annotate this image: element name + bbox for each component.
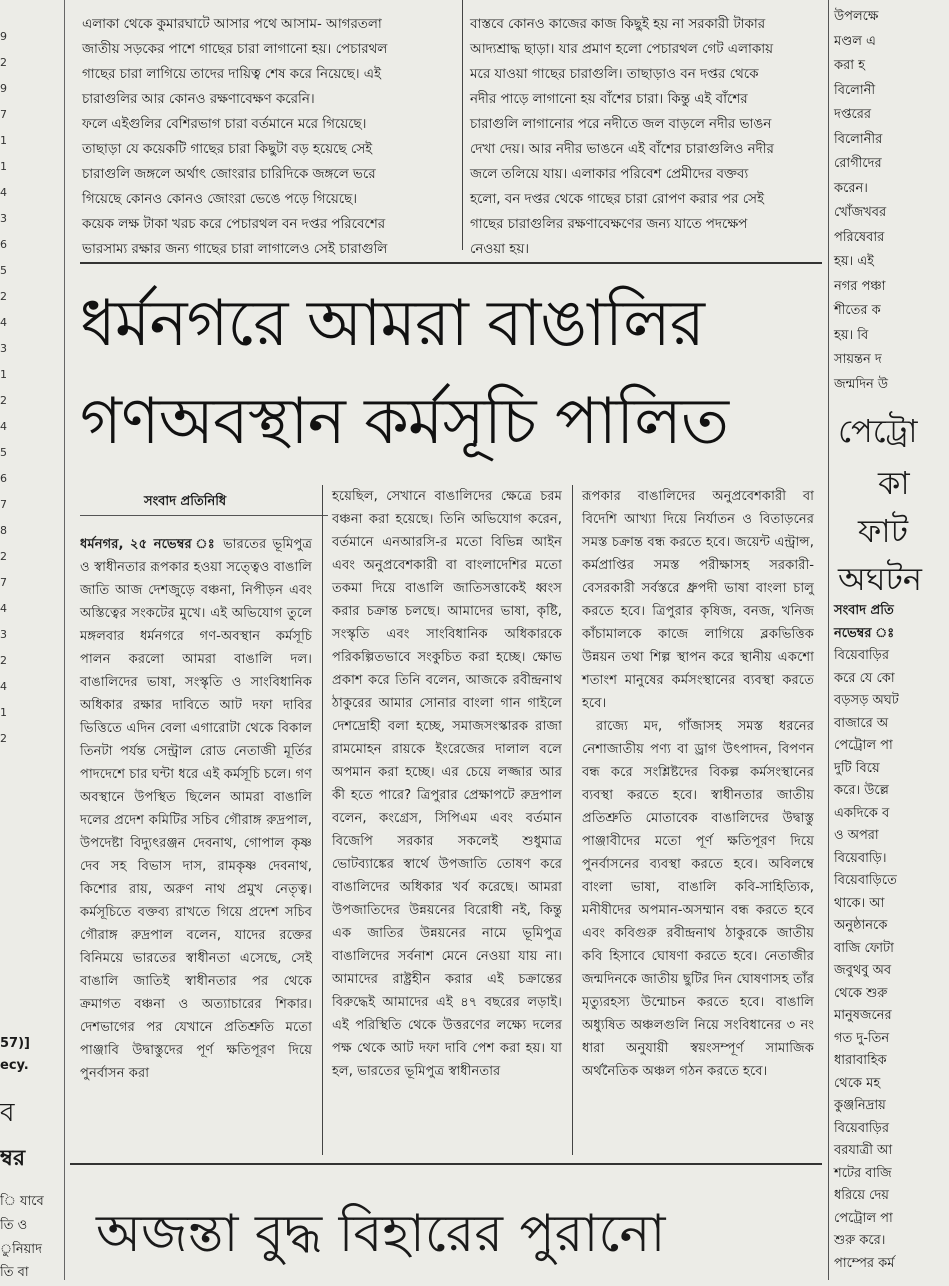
left-edge-number: 2 xyxy=(0,654,7,667)
right-edge-line: দপ্তরের xyxy=(834,107,872,122)
right-edge-line: জবুথবু অব xyxy=(834,963,892,978)
left-edge-number: 9 xyxy=(0,30,7,43)
right-edge-line: বাজারে অ xyxy=(834,715,889,731)
top-left-line-5: ফলে এইগুলির বেশিরভাগ চারা বর্তমানে মরে গিয়েছে। xyxy=(82,117,367,132)
right-edge-line: খোঁজখবর xyxy=(834,205,887,220)
column-divider-2 xyxy=(572,485,573,1155)
left-edge-number: 1 xyxy=(0,134,7,147)
right-edge-line: মণ্ডল এ xyxy=(834,33,876,49)
right-edge-line: ও অপরা xyxy=(834,828,879,843)
left-edge-number: 9 xyxy=(0,82,7,95)
top-left-line-1: এলাকা থেকে কুমারঘাটে আসার পথে আসাম- আগরতলা xyxy=(82,17,382,32)
right-edge-line: পেট্রোল পা xyxy=(834,1210,893,1226)
right-edge-line: পরিষেবার xyxy=(834,229,885,245)
top-left-line-9: কয়েক লক্ষ টাকা খরচ করে পেচারথল বন দপ্তর পরিবেশের xyxy=(82,217,386,232)
article-column-3 xyxy=(582,485,814,1083)
right-edge-line: উপলক্ষে xyxy=(834,9,879,24)
top-right-article xyxy=(470,12,822,262)
left-edge-number: 1 xyxy=(0,160,7,173)
right-edge-line: বিলোনীর xyxy=(834,131,883,147)
left-edge-number: 6 xyxy=(0,472,7,485)
left-edge-number: 6 xyxy=(0,238,7,251)
right-edge-line: হয়। বি xyxy=(834,327,869,343)
right-column-rule xyxy=(828,0,829,1280)
right-edge-line: বিয়েবাড়ির xyxy=(834,1120,889,1136)
top-left-line-4: চারাগুলির আর কোনও রক্ষণাবেক্ষণ করেনি। xyxy=(82,92,315,107)
top-left-line-3: গাছের চারা লাগিয়ে তাদের দায়িত্ব শেষ করে নিয়েছে। এই xyxy=(82,67,381,82)
left-edge-number: 3 xyxy=(0,628,7,641)
left-edge-text-3: ব xyxy=(0,1098,15,1128)
article-column-2-text: হয়েছিল, সেখানে বাঙালিদের ক্ষেত্রে চরম বঞ্চনা করা হয়েছে। তিনি অভিযোগ করেন, বর্তমানে এনআরসি-র মতো বিভিন্ন আইন এবং অনুপ্রবেশকারী বা বাংলাদেশির মতো তকমা দিয়ে বাঙালি জাতিসত্তাকেই ধ্বংস করার চক্রান্ত চলছে। আমাদের ভাষা, কৃষ্টি, সংস্কৃতি এবং সাংবিধানিক অধিকারকে পরিকল্পিতভাবে সংকুচিত করা হচ্ছে। ক্ষোভ প্রকাশ করে তিনি বলেন, আজকে রবীন্দ্রনাথ ঠাকুরের আমার সোনার বাংলা গান গাইলে দেশদ্রোহী বলা হচ্ছে, সমাজসংস্কারক রাজা রামমোহন রায়কে ইংরেজের দালাল বলে অপমান করা হচ্ছে। এর চেয়ে লজ্জার আর কী হতে পারে? ত্রিপুরার প্রেক্ষাপটে রুদ্রপাল বলেন, কংগ্রেস, সিপিএম এবং বর্তমান বিজেপি সরকার সকলেই শুধুমাত্র ভোটব্যাঙ্কের স্বার্থে উপজাতি তোষণ করে বাঙালিদের অধিকার খর্ব করেছে। আমরা উপজাতিদের উন্নয়নের বিরোধী নই, কিন্তু এক জাতির উন্নয়নের নামে ভূমিপুত্র বাঙালিদের সর্বনাশ মেনে নেওয়া যায় না। আমাদের রাষ্ট্রহীন করার এই চক্রান্তের বিরুদ্ধেই আমাদের এই ৪৭ বছরের লড়াই। এই পরিস্থিতি থেকে উত্তরণের লক্ষ্যে দলের পক্ষ থেকে আট দফা দাবি পেশ করা হয়। যা হল, ভারতের ভূমিপুত্র স্বাধীনতার xyxy=(332,489,562,1079)
top-right-line-5: চারাগুলি লাগানোর পরে নদীতে জল বাড়লে নদীর ভাঙন xyxy=(470,117,772,132)
headline-top-rule xyxy=(80,262,822,264)
right-edge-line: একদিকে ব xyxy=(834,805,890,821)
left-edge-text-6: তি ও xyxy=(0,1218,28,1233)
top-left-line-8: গিয়েছে কোনও কোনও জোংরা ভেঙে পড়ে গিয়েছে। xyxy=(82,192,358,207)
left-edge-number: 7 xyxy=(0,108,7,121)
right-edge-line: বরযাত্রী আ xyxy=(834,1143,893,1158)
right-edge-line: রোগীদের xyxy=(834,156,882,171)
top-left-line-7: চারাগুলি জঙ্গলে অর্থাৎ জোংরার চারিদিকে জঙ্গলে ভরে xyxy=(82,167,376,182)
top-right-line-6: দেখা দেয়। আর নদীর ভাঙনে এই বাঁশের চারাগুলিও নদীর xyxy=(470,142,774,157)
top-left-article xyxy=(82,12,454,262)
byline-rule xyxy=(80,515,328,516)
top-article-divider xyxy=(462,0,463,250)
left-edge-number: 2 xyxy=(0,56,7,69)
top-right-line-7: জলে তলিয়ে যায়। এলাকার পরিবেশ প্রেমীদের বক্তব্য xyxy=(470,167,749,182)
right-edge-headline-line: ফাট xyxy=(858,512,909,550)
right-edge-headline-line: পেট্রো xyxy=(838,412,918,450)
right-edge-line: ধারাবাহিক xyxy=(834,1053,887,1068)
left-edge-strip xyxy=(0,0,64,1280)
top-left-line-6: তাছাড়া যে কয়েকটি গাছের চারা কিছুটা বড় হয়েছে সেই xyxy=(82,142,373,157)
left-edge-number: 4 xyxy=(0,186,7,199)
dateline: ধর্মনগর, ২৫ নভেম্বর ঃ xyxy=(80,537,217,552)
left-edge-text-5: ি যাবে xyxy=(0,1194,44,1209)
left-edge-number: 7 xyxy=(0,576,7,589)
right-edge-line: শুরু করে। xyxy=(834,1233,886,1248)
right-edge-line: দুটি বিয়ে xyxy=(834,760,880,776)
left-edge-text-7: ুনিয়াদ xyxy=(0,1242,42,1257)
right-edge-line: বাজি ফোটা xyxy=(834,940,894,956)
right-edge-line: জন্মদিন উ xyxy=(834,376,889,392)
right-edge-line: সায়ন্তন দ xyxy=(834,352,882,367)
right-edge-line: সংবাদ প্রতি xyxy=(834,603,894,618)
left-edge-number: 5 xyxy=(0,264,7,277)
right-edge-line: হয়। এই xyxy=(834,254,874,269)
left-edge-number: 4 xyxy=(0,316,7,329)
top-right-line-3: মরে যাওয়া গাছের চারাগুলি। তাছাড়াও বন দপ্তর থেকে xyxy=(470,67,759,82)
left-column-rule xyxy=(64,0,65,1280)
top-right-line-10: নেওয়া হয়। xyxy=(470,242,530,257)
right-edge-line: ধরিয়ে দেয় xyxy=(834,1188,889,1203)
right-edge-line: নভেম্বর ঃ xyxy=(834,625,895,641)
top-left-line-2: জাতীয় সড়কের পাশে গাছের চারা লাগানো হয়। পেচারথল xyxy=(82,42,388,57)
left-edge-text-8: তি বা xyxy=(0,1265,29,1280)
left-edge-number: 1 xyxy=(0,706,7,719)
left-edge-text-1: 57)] xyxy=(0,1036,30,1051)
left-edge-number: 2 xyxy=(0,290,7,303)
left-edge-number: 5 xyxy=(0,446,7,459)
right-edge-line: করেন। xyxy=(834,180,868,196)
right-edge-line: থেকে মহ xyxy=(834,1075,881,1091)
bottom-headline: অজন্তা বুদ্ধ বিহারের পুরানো xyxy=(96,1204,666,1264)
right-edge-line: মানুষজনের xyxy=(834,1008,892,1023)
right-edge-line: পাম্পের কর্ম xyxy=(834,1255,895,1271)
top-right-line-4: নদীর পাড়ে লাগানো হয় বাঁশের চারা। কিন্তু এই বাঁশের xyxy=(470,92,748,107)
left-edge-number: 3 xyxy=(0,342,7,355)
article-column-1-text: ভারতের ভূমিপুত্র ও স্বাধীনতার রূপকার হওয়া সত্ত্বেও বাঙালি জাতি আজ দেশজুড়ে বঞ্চনা, নিপীড়ন এবং অস্তিত্বের সংকটের মুখে। এই অভিযোগ তুলে মঙ্গলবার ধর্মনগরে গণ-অবস্থান কর্মসূচি পালন করলো আমরা বাঙালি দল। বাঙালিদের ভাষা, সংস্কৃতি ও সাংবিধানিক অধিকার রক্ষার দাবিতে আট দফা দাবির ভিত্তিতে এদিন বেলা এগারোটা থেকে বিকাল তিনটা পর্যন্ত সেন্ট্রাল রোড নেতাজী মূর্তির পাদদেশে চার ঘন্টা ধরে এই কর্মসূচি চলে। গণ অবস্থানে উপস্থিত ছিলেন আমরা বাঙালি দলের প্রদেশ কমিটির সচিব গৌরাঙ্গ রুদ্রপাল, উপদেষ্টা বিদ্যুৎরঞ্জন দেবনাথ, গোপাল কৃষ্ণ দেব সহ বিভাস দাস, রামকৃষ্ণ দেবনাথ, কিশোর রায়, অরুণ নাথ প্রমুখ নেতৃত্ব। কর্মসূচিতে বক্তব্য রাখতে গিয়ে প্রদেশ সচিব গৌরাঙ্গ রুদ্রপাল বলেন, যাদের রক্তের বিনিময়ে ভারতের স্বাধীনতা এসেছে, সেই বাঙালি জাতিই স্বাধীনতার পর থেকে ক্রমাগত বঞ্চনা ও অত্যাচারের শিকার। দেশভাগের পর যেখানে প্রতিশ্রুতি মতো পাঞ্জাবি উদ্বাস্তুদের পূর্ণ ক্ষতিপূরণ দিয়ে পুনর্বাসন করা xyxy=(80,537,313,1081)
left-edge-text-2: ecy. xyxy=(0,1058,29,1073)
right-edge-line: নগর পঞ্চা xyxy=(834,278,886,294)
top-right-line-1: বাস্তবে কোনও কাজের কাজ কিছুই হয় না সরকারী টাকার xyxy=(470,17,766,32)
right-edge-line: থেকে শুরু xyxy=(834,985,888,1001)
main-headline-line2: গণঅবস্থান কর্মসূচি পালিত xyxy=(80,385,728,459)
right-edge-line: বিয়েবাড়িতে xyxy=(834,873,897,888)
right-edge-line: করা হ xyxy=(834,58,865,73)
right-edge-line: করে যে কো xyxy=(834,670,895,686)
column-divider-1 xyxy=(322,485,323,1155)
right-edge-line: করে। উল্লে xyxy=(834,783,889,798)
left-edge-number: 8 xyxy=(0,524,7,537)
left-edge-number: 3 xyxy=(0,212,7,225)
right-edge-line: বিয়েবাড়ি। xyxy=(834,850,887,866)
right-edge-line: বিলোনী xyxy=(834,82,876,98)
right-edge-headline-line: অঘটন xyxy=(838,560,923,598)
left-edge-number: 2 xyxy=(0,550,7,563)
left-edge-number: 2 xyxy=(0,732,7,745)
right-edge-line: কুঞ্জনিদ্রায় xyxy=(834,1098,886,1113)
article-column-3-para-1: রূপকার বাঙালিদের অনুপ্রবেশকারী বা বিদেশি আখ্যা দিয়ে নির্যাতন ও বিতাড়নের সমস্ত চক্রান্ত বন্ধ করতে হবে। জয়েন্ট এন্ট্রান্স, কর্মপ্রাপ্তির সমস্ত পরীক্ষাসহ সরকারী-বেসরকারী সর্বস্তরে ধ্রুপদী ভাষা বাংলা চালু করতে হবে। ত্রিপুরার কৃষিজ, বনজ, খনিজ কাঁচামালকে কাজে লাগিয়ে ব্লকভিত্তিক উন্নয়ন তথা শিল্প স্থাপন করে স্থানীয় একশো শতাংশ মানুষের কর্মসংস্থানের ব্যবস্থা করতে হবে। xyxy=(582,489,814,711)
byline: সংবাদ প্রতিনিধি xyxy=(144,494,227,509)
right-edge-headline-line: কা xyxy=(878,464,910,502)
right-edge-line: পেট্রোল পা xyxy=(834,738,893,753)
bottom-article-rule xyxy=(70,1163,822,1165)
right-edge-line: বড়সড় অঘট xyxy=(834,693,899,708)
left-edge-number: 1 xyxy=(0,368,7,381)
top-left-line-10: ভারসাম্য রক্ষার জন্য গাছের চারা লাগালেও সেই চারাগুলি xyxy=(82,242,388,257)
left-edge-number: 4 xyxy=(0,420,7,433)
right-edge-line: থাকে। আ xyxy=(834,895,885,911)
article-column-3-para-2: রাজ্যে মদ, গাঁজাসহ সমস্ত ধরনের নেশাজাতীয় পণ্য বা ড্রাগ উৎপাদন, বিপণন বন্ধ করে সংশ্লিষ্টদের বিকল্প কর্মসংস্থানের ব্যবস্থা করতে হবে। স্বাধীনতার জাতীয় প্রতিশ্রুতি মোতাবেক বাঙালিদের উদ্বাস্তু পাঞ্জাবীদের মতো পূর্ণ ক্ষতিপূরণ দিয়ে পুনর্বাসনের ব্যবস্থা করতে হবে। অবিলম্বে বাংলা ভাষা, বাঙালি কবি-সাহিত্যিক, মনীষীদের অপমান-অসম্মান বন্ধ করতে হবে এবং কবিগুরু রবীন্দ্রনাথ ঠাকুরকে জাতীয় কবি হিসাবে ঘোষণা করতে হবে। নেতাজীর জন্মদিনকে জাতীয় ছুটির দিন ঘোষণাসহ তাঁর মৃত্যুরহস্য উন্মোচন করতে হবে। বাঙালি অধ্যুষিত অঞ্চলগুলি নিয়ে সংবিধানের ৩ নং ধারা অনুযায়ী স্বয়ংসম্পূর্ণ সামাজিক অর্থনৈতিক অঞ্চল গঠন করতে হবে। xyxy=(582,719,814,1079)
article-column-1 xyxy=(80,533,312,1085)
left-edge-number: 2 xyxy=(0,394,7,407)
left-edge-number: 4 xyxy=(0,602,7,615)
left-edge-text-4: ম্বর xyxy=(0,1146,26,1171)
top-right-line-2: আদ্যশ্রাদ্ধ ছাড়া। যার প্রমাণ হলো পেচারথল গেট এলাকায় xyxy=(470,42,773,57)
top-right-line-9: গাছের চারাগুলির রক্ষণাবেক্ষণের জন্য যাতে পদক্ষেপ xyxy=(470,217,748,232)
right-edge-line: বিয়েবাড়ির xyxy=(834,648,889,663)
right-edge-line: শীতের ক xyxy=(834,303,881,318)
right-edge-line: শটের বাজি xyxy=(834,1165,892,1181)
top-right-line-8: হলো, বন দপ্তর থেকে গাছের চারা রোপণ করার পর সেই xyxy=(470,192,764,207)
main-headline-line1: ধর্মনগরে আমরা বাঙালির xyxy=(80,287,704,361)
right-edge-line: অনুষ্ঠানকে xyxy=(834,918,888,933)
right-edge-line: গত দু-তিন xyxy=(834,1030,890,1046)
left-edge-number: 4 xyxy=(0,680,7,693)
article-column-2 xyxy=(332,485,562,1083)
left-edge-number: 7 xyxy=(0,498,7,511)
